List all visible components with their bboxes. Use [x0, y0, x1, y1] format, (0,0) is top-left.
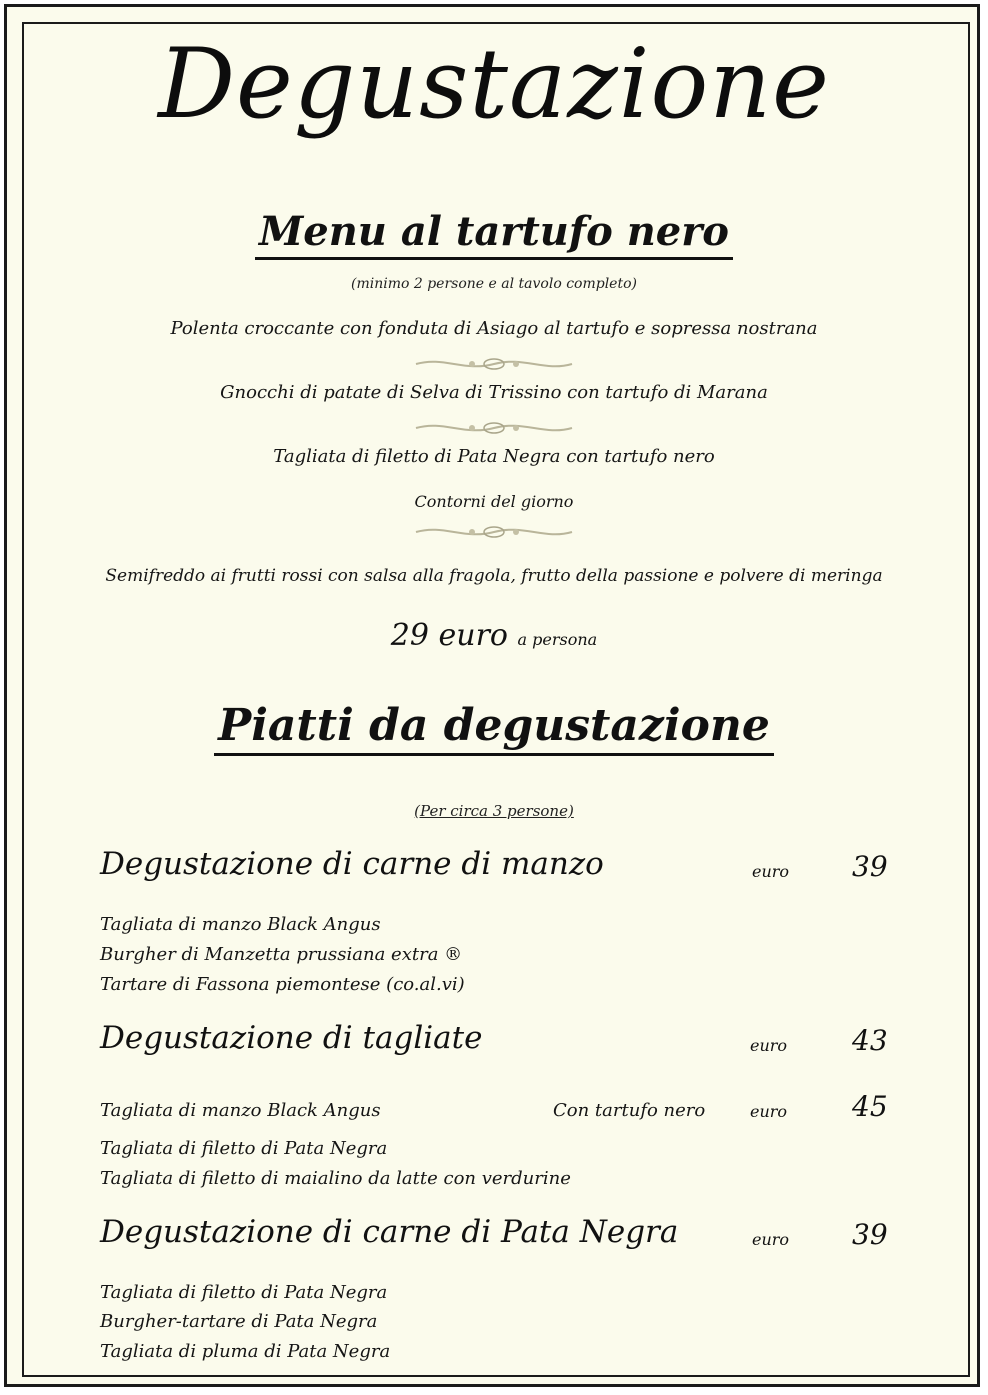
item-line: Tartare di Fassona piemontese (co.al.vi)	[100, 974, 465, 995]
truffle-menu-heading-text: Menu al tartufo nero	[255, 208, 733, 260]
currency-label: euro	[750, 1102, 788, 1121]
item-title: Degustazione di carne di manzo	[100, 846, 604, 882]
item-line: Tagliata di manzo Black Angus	[100, 1100, 381, 1121]
currency-label: euro	[750, 1036, 788, 1055]
item-price: 39	[852, 850, 888, 883]
item-line: Tagliata di pluma di Pata Negra	[100, 1341, 391, 1362]
item-line: Tagliata di filetto di Pata Negra	[100, 1138, 388, 1159]
item-line: Tagliata di manzo Black Angus	[100, 914, 381, 935]
item-title: Degustazione di tagliate	[100, 1020, 483, 1056]
course-4: Contorni del giorno	[414, 492, 574, 511]
currency-label: euro	[752, 1230, 790, 1249]
tasting-plates-heading-text: Piatti da degustazione	[214, 700, 774, 756]
truffle-menu-price-suffix: a persona	[517, 630, 598, 649]
course-5: Semifreddo ai frutti rossi con salsa alla fragola, frutto della passione e polvere di meringa	[105, 566, 883, 586]
tasting-plates-note: (Per circa 3 persone)	[414, 802, 574, 820]
ornament-divider	[0, 420, 988, 440]
tasting-plates-heading	[0, 700, 988, 751]
truffle-menu-price-value: 29 euro	[390, 618, 508, 653]
item-line: Tagliata di filetto di maialino da latte con verdurine	[100, 1168, 571, 1189]
currency-label: euro	[752, 862, 790, 881]
ornament-divider	[0, 356, 988, 376]
item-price: 39	[852, 1218, 888, 1251]
truffle-option-price: 45	[852, 1090, 888, 1123]
page-title: Degustazione	[158, 28, 830, 140]
truffle-menu-note: (minimo 2 persone e al tavolo completo)	[351, 276, 637, 292]
course-1: Polenta croccante con fonduta di Asiago al tartufo e sopressa nostrana	[170, 318, 818, 339]
item-title: Degustazione di carne di Pata Negra	[100, 1214, 679, 1250]
course-3: Tagliata di filetto di Pata Negra con tartufo nero	[273, 446, 715, 467]
ornament-divider	[0, 524, 988, 544]
item-line: Burgher di Manzetta prussiana extra ®	[100, 944, 463, 965]
item-line: Tagliata di filetto di Pata Negra	[100, 1282, 388, 1303]
item-line: Burgher-tartare di Pata Negra	[100, 1311, 378, 1332]
truffle-menu-price	[0, 618, 988, 653]
item-price: 43	[852, 1024, 888, 1057]
truffle-option-label: Con tartufo nero	[553, 1100, 706, 1121]
course-2: Gnocchi di patate di Selva di Trissino con tartufo di Marana	[220, 382, 768, 403]
truffle-menu-heading	[0, 208, 988, 255]
